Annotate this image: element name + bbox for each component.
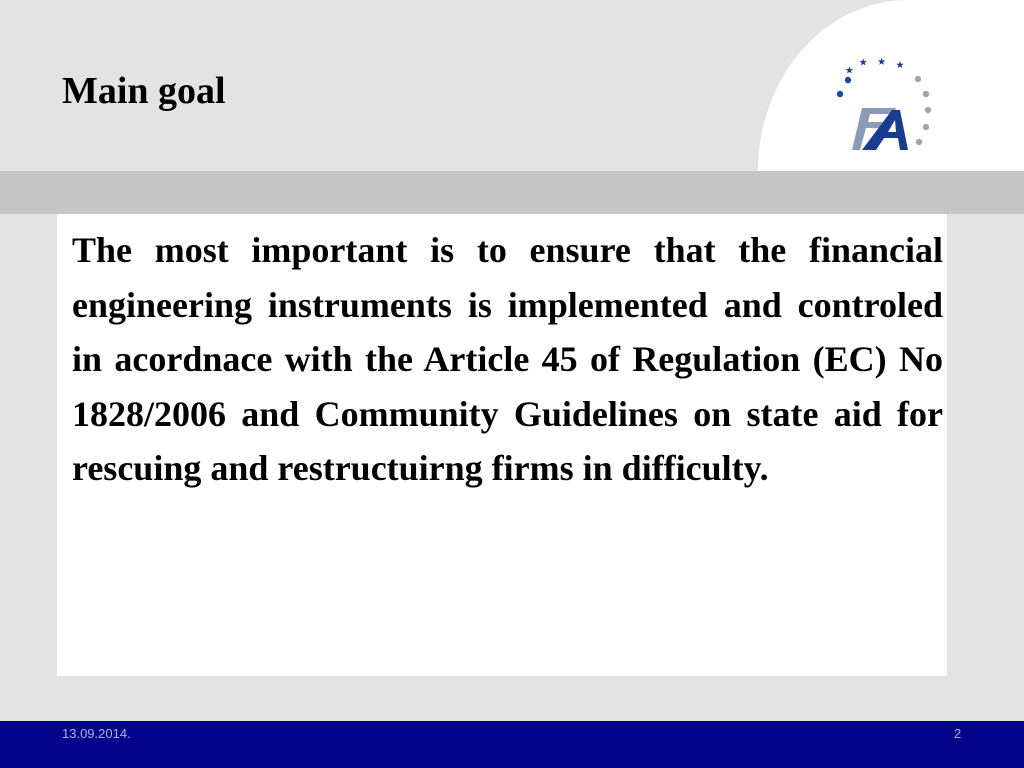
logo-letters <box>852 108 908 150</box>
footer-page-number: 2 <box>954 726 962 741</box>
header-divider <box>0 171 1024 214</box>
slide-title: Main goal <box>62 70 226 112</box>
logo-dot <box>915 76 921 82</box>
slide-footer <box>0 721 1024 768</box>
logo-dot <box>925 107 931 113</box>
logo-dot <box>845 77 851 83</box>
logo-dot <box>916 139 922 145</box>
logo-dot <box>923 124 929 130</box>
logo-dot <box>837 91 843 97</box>
footer-date: 13.09.2014. <box>62 726 131 741</box>
fa-logo-icon <box>822 52 952 162</box>
logo-dot <box>923 91 929 97</box>
right-side-strip <box>947 214 1024 642</box>
slide-body-text: The most important is to ensure that the financial engineering instruments is implemented and controled in acordnace with the Article 45 of Regulation (EC) No 1828/2006 and Community Guidelines on state aid for rescuing and restructuirng firms in difficulty. <box>72 230 943 488</box>
stars-arc <box>846 58 904 74</box>
